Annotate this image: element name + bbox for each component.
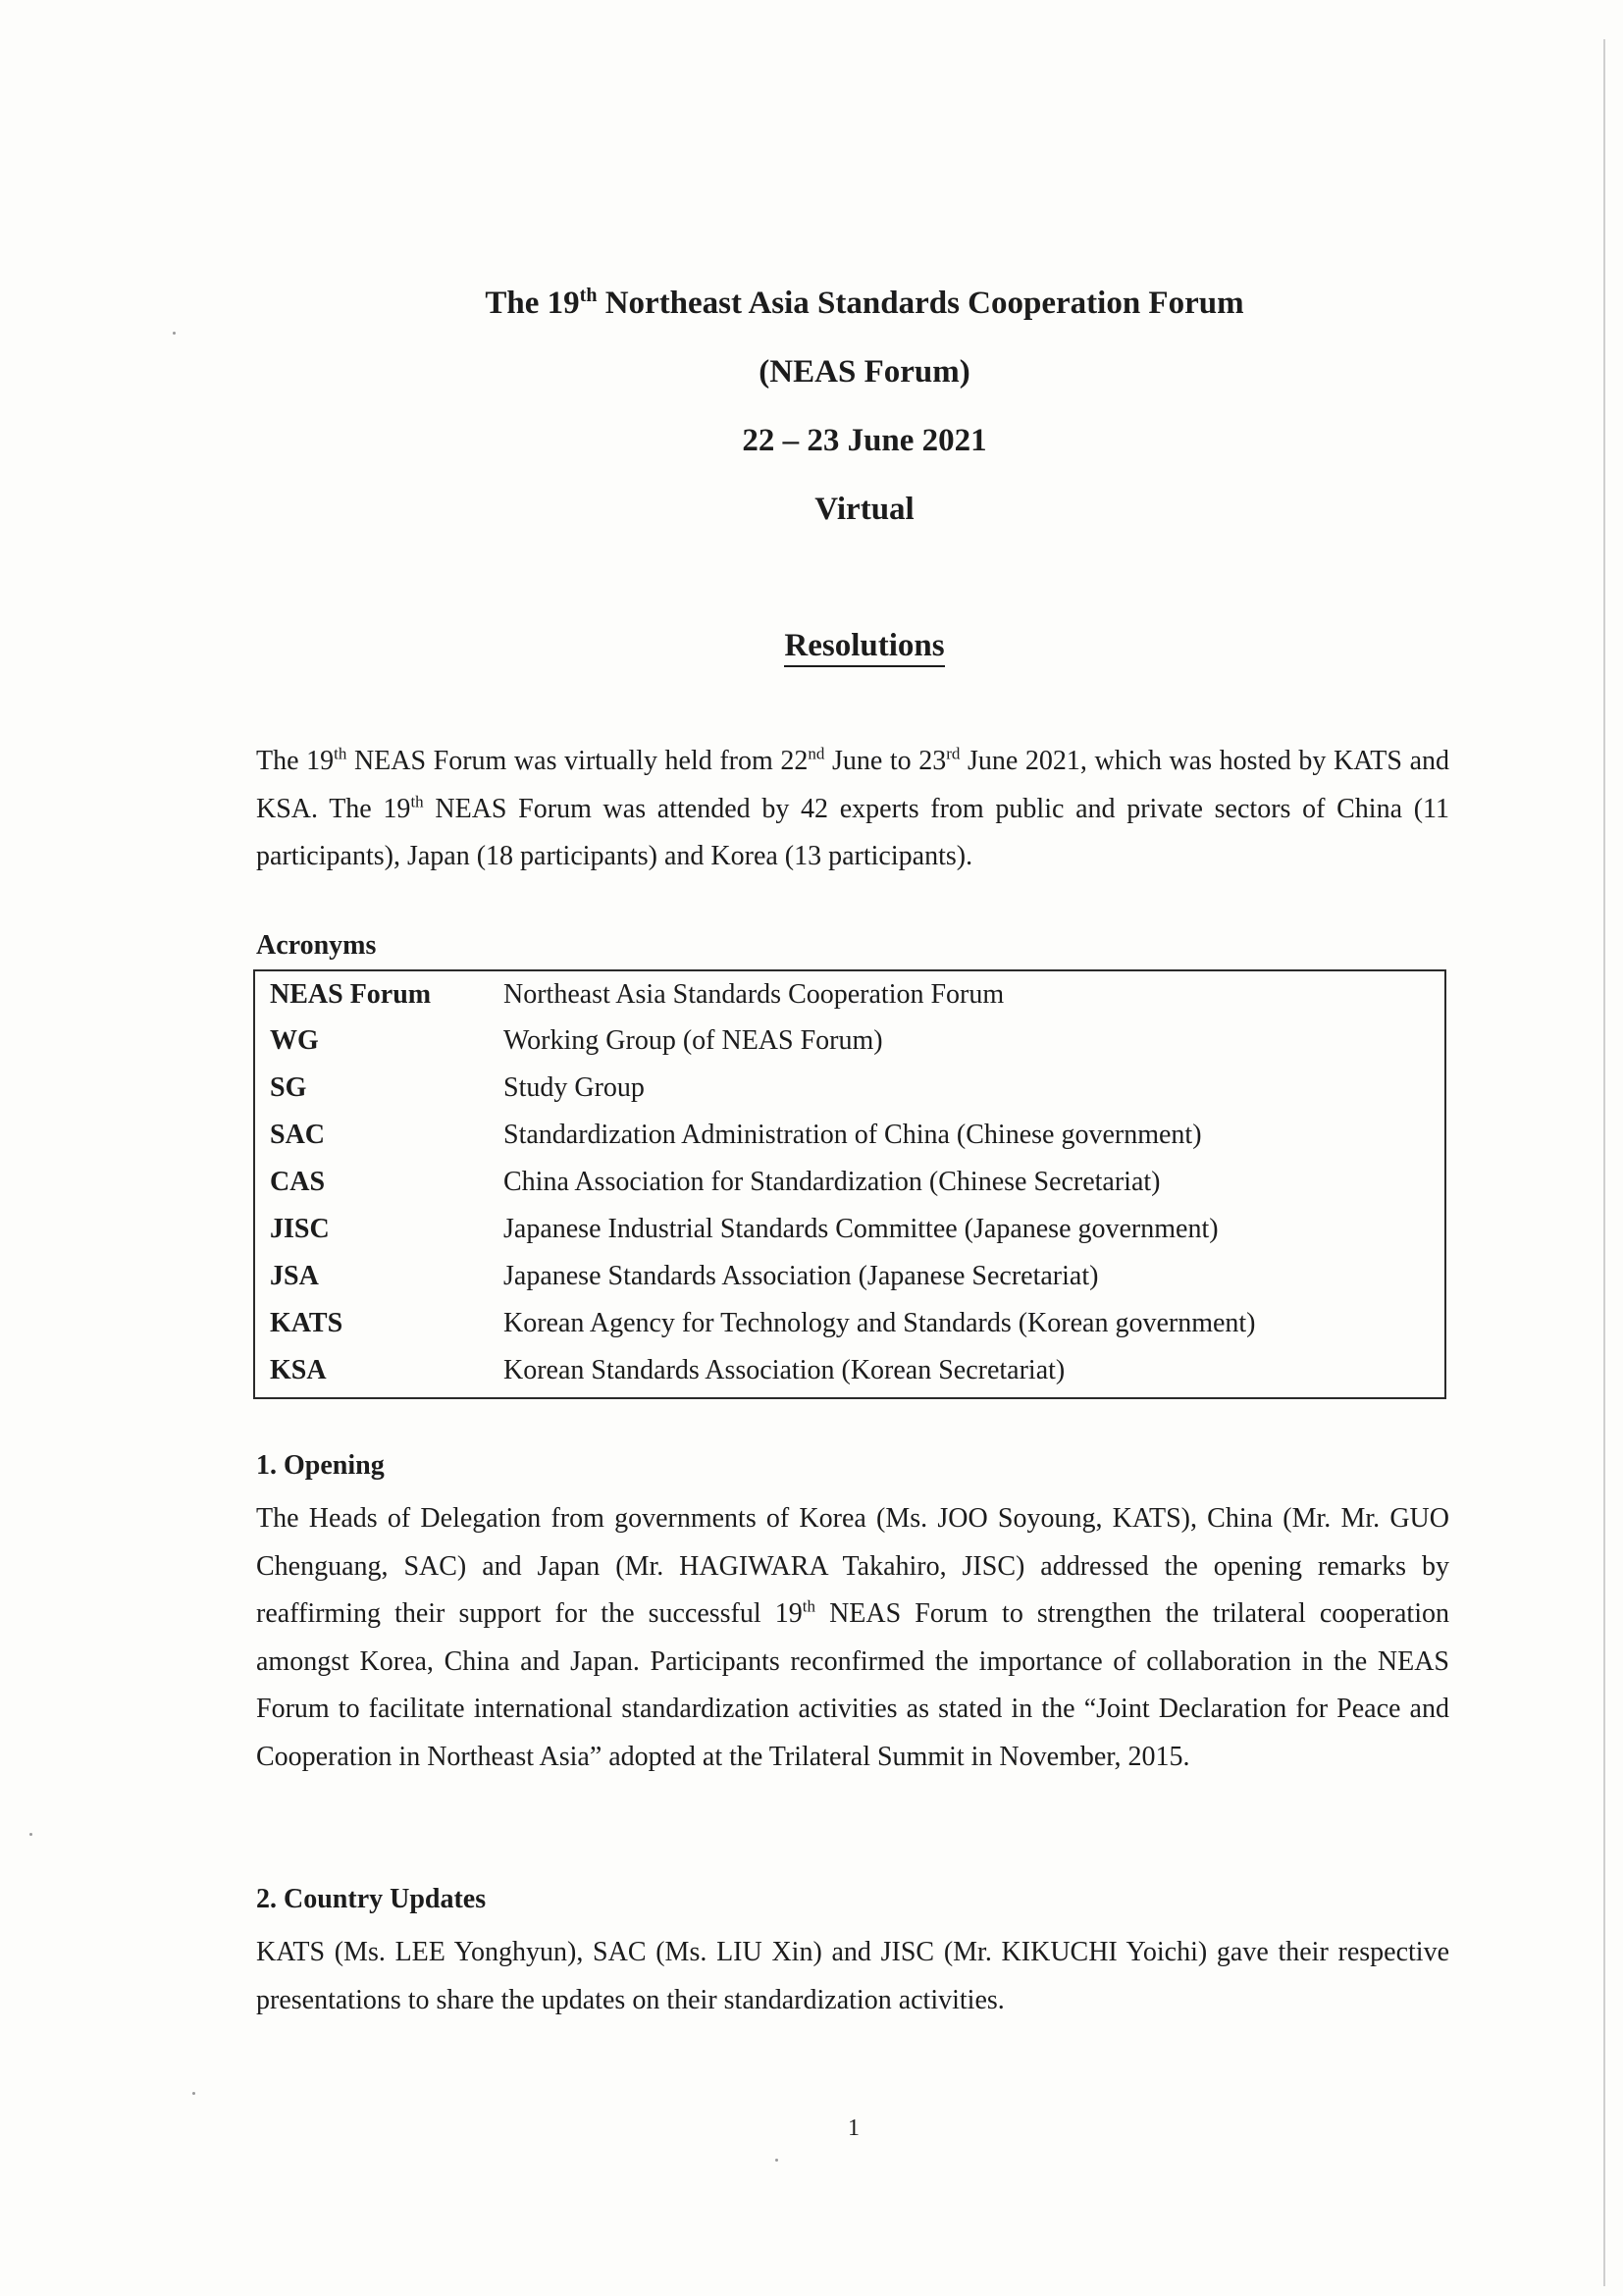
country-updates-paragraph: KATS (Ms. LEE Yonghyun), SAC (Ms. LIU Xin) and JISC (Mr. KIKUCHI Yoichi) gave their respective presentations to share the updates on their standardization activities.: [256, 1937, 1449, 2015]
acronyms-label: Acronyms: [256, 930, 377, 961]
title-text: The 19: [485, 286, 580, 321]
opening-paragraph: [256, 1495, 1449, 1781]
intro-paragraph: [256, 738, 1449, 881]
acronym-key: KATS: [270, 1308, 343, 1338]
table-row: [255, 1112, 1444, 1159]
acronym-key: SG: [270, 1072, 307, 1103]
title-line-1: [423, 287, 1306, 320]
table-row: [255, 1159, 1444, 1206]
resolutions-heading-text: Resolutions: [784, 628, 944, 667]
scan-speck: [173, 332, 176, 335]
acronym-value: Korean Standards Association (Korean Secretariat): [503, 1355, 1066, 1385]
acronym-key: KSA: [270, 1355, 327, 1385]
scan-speck: [192, 2092, 195, 2095]
table-row: [255, 1253, 1444, 1300]
acronym-value: China Association for Standardization (Chinese Secretariat): [503, 1167, 1161, 1197]
intro-sup-4: th: [410, 792, 424, 811]
acronym-key: JISC: [270, 1214, 330, 1244]
intro-sup-3: rd: [946, 744, 961, 763]
intro-text-2: NEAS Forum was virtually held from 22: [346, 746, 809, 776]
scan-speck: [29, 1833, 32, 1836]
table-row: [255, 1018, 1444, 1065]
title-text-rest: Northeast Asia Standards Cooperation Forum: [597, 286, 1244, 321]
title-line-2: (NEAS Forum): [759, 354, 970, 390]
acronym-key: NEAS Forum: [270, 979, 432, 1010]
intro-text-4: June 2021, which was hosted by KATS and KSA. The 19: [256, 746, 1450, 824]
acronym-key: WG: [270, 1025, 319, 1056]
intro-text-5: NEAS Forum was attended by 42 experts from public and private sectors of China (11 participants), Japan (18 participants) and Korea (13 participants).: [256, 793, 1449, 871]
table-row: [255, 1347, 1444, 1394]
acronyms-table: [253, 969, 1446, 1399]
table-row: [255, 1065, 1444, 1112]
page-number: 1: [848, 2115, 860, 2141]
acronym-value: Japanese Industrial Standards Committee (Japanese government): [503, 1214, 1219, 1244]
intro-text-1: The 19: [256, 746, 335, 776]
opening-sup: th: [802, 1596, 815, 1616]
title-date: 22 – 23 June 2021: [742, 423, 987, 458]
opening-text-2: NEAS Forum to strengthen the trilateral cooperation amongst Korea, China and Japan. Participants reconfirmed the importance of collaboration in the NEAS Forum to facilitate international standardization activities as stated in the “Joint Declaration for Peace and Cooperation in Northeast Asia” adopted at the Trilateral Summit in November, 2015.: [256, 1598, 1449, 1772]
acronym-value: Korean Agency for Technology and Standards (Korean government): [503, 1308, 1256, 1338]
section-heading-country-updates: 2. Country Updates: [256, 1884, 487, 1914]
intro-sup-1: th: [334, 744, 347, 763]
table-row: [255, 1300, 1444, 1347]
acronym-key: CAS: [270, 1167, 326, 1197]
scan-speck: [775, 2159, 778, 2162]
table-row: [255, 1206, 1444, 1253]
intro-text-3: June to 23: [824, 746, 947, 776]
acronym-value: Working Group (of NEAS Forum): [503, 1025, 883, 1056]
resolutions-heading: [423, 628, 1306, 664]
acronym-value: Northeast Asia Standards Cooperation Forum: [503, 979, 1005, 1010]
title-ordinal: th: [579, 285, 598, 306]
intro-sup-2: nd: [808, 744, 825, 763]
acronym-value: Japanese Standards Association (Japanese Secretariat): [503, 1261, 1099, 1291]
acronym-value: Study Group: [503, 1072, 645, 1103]
title-venue: Virtual: [814, 492, 915, 527]
acronym-value: Standardization Administration of China (Chinese government): [503, 1120, 1202, 1150]
scan-edge-line: [1603, 39, 1605, 2286]
table-row: [255, 971, 1444, 1018]
acronym-key: SAC: [270, 1120, 326, 1150]
acronym-key: JSA: [270, 1261, 319, 1291]
opening-text-1: The Heads of Delegation from governments of Korea (Ms. JOO Soyoung, KATS), China (Mr. Mr. GUO Chenguang, SAC) and Japan (Mr. HAGIWARA Takahiro, JISC) addressed the opening remarks by reaffirming their support for the successful 19: [256, 1503, 1449, 1629]
section-heading-opening: 1. Opening: [256, 1450, 385, 1481]
